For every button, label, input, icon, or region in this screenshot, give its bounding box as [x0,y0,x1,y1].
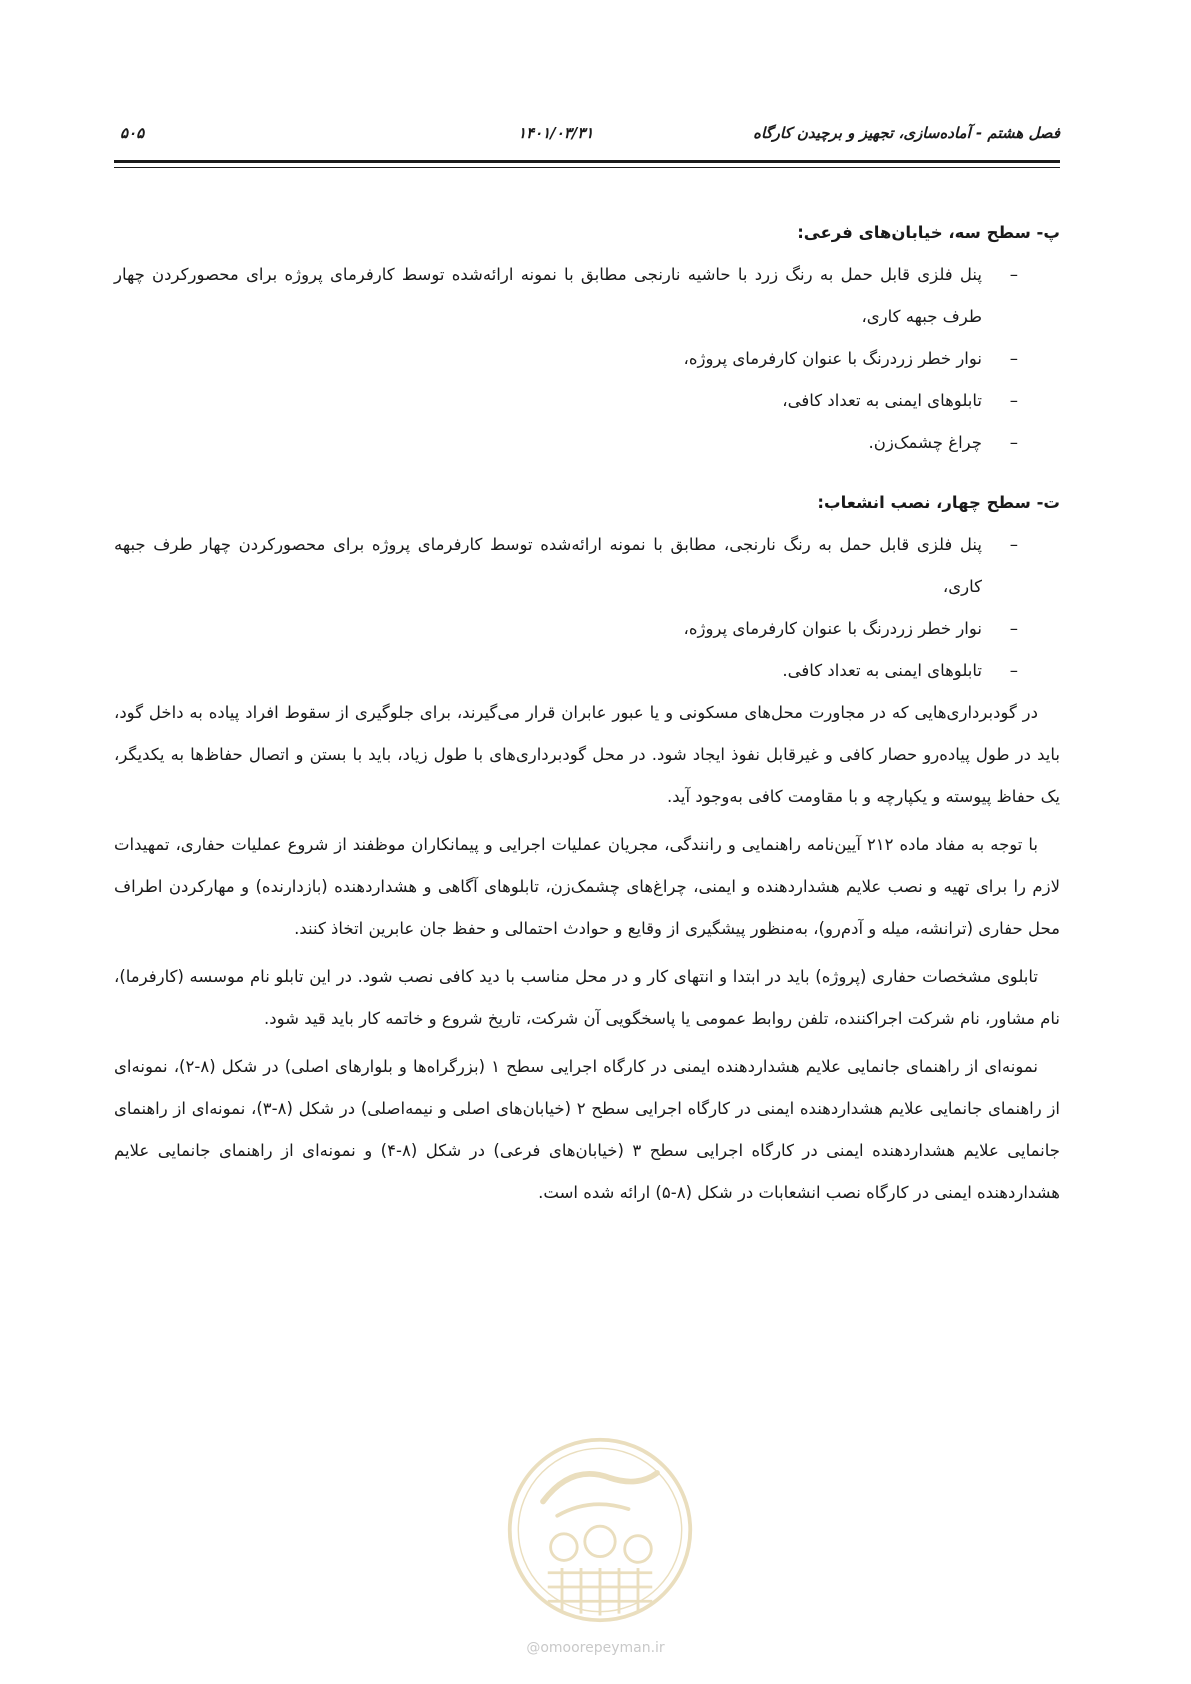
header-rule-thin [114,167,1060,168]
page-header [114,124,1060,148]
chapter-title: فصل هشتم - آماده‌سازی، تجهیز و برچیدن کارگاه [753,124,1060,142]
list-item: – چراغ چشمک‌زن. [114,422,1060,464]
section-title-level-4: ت- سطح چهار، نصب انشعاب: [817,493,1060,512]
list-item: – نوار خطر زردرنگ با عنوان کارفرمای پروژه، [114,338,1060,380]
page-number: ۵۰۵ [120,124,145,142]
paragraph-project-sign: تابلوی مشخصات حفاری (پروژه) باید در ابتدا و انتهای کار و در محل مناسب با دید کافی نصب شود. در این تابلو نام موسسه (کارفرما)، نام مشاور، نام شرکت اجراکننده، تلفن روابط عمومی یا پاسخگویی آن شرکت، تاریخ شروع و خاتمه کار باید قید شود. [114,967,1060,1028]
list-item: – پنل فلزی قابل حمل به رنگ نارنجی، مطابق با نمونه ارائه‌شده توسط کارفرمای پروژه برای محصورکردن چهار طرف جبهه کاری، [114,524,1060,608]
paragraph-figure-references: نمونه‌ای از راهنمای جانمایی علایم هشداردهنده ایمنی در کارگاه اجرایی سطح ۱ (بزرگراه‌ها و بلوارهای اصلی) در شکل (۸-۲)، نمونه‌ای از راهنمای جانمایی علایم هشداردهنده ایمنی در کارگاه اجرایی سطح ۲ (خیابان‌های اصلی و نیمه‌اصلی) در شکل (۸-۳)، نمونه‌ای از راهنمای جانمایی علایم هشداردهنده ایمنی در کارگاه اجرایی سطح ۳ (خیابان‌های فرعی) در شکل (۸-۴) و نمونه‌ای از راهنمای جانمایی علایم هشداردهنده ایمنی در کارگاه نصب انشعابات در شکل (۸-۵) ارائه شده است. [114,1057,1061,1202]
watermark-logo [505,1435,695,1625]
page-body [114,212,1060,1214]
paragraph-excavation-fence: در گودبرداری‌هایی که در مجاورت محل‌های مسکونی و یا عبور عابران قرار می‌گیرند، برای جلوگیری از سقوط افراد پیاده به داخل گود، باید در طول پیاده‌رو حصار کافی و غیرقابل نفوذ ایجاد شود. در محل گودبرداری‌های با طول زیاد، باید با بستن و اتصال حفاظ‌ها به یکدیگر، یک حفاظ پیوسته و یکپارچه و با مقاومت کافی به‌وجود آید. [114,703,1060,806]
list-item: – تابلوهای ایمنی به تعداد کافی، [114,380,1060,422]
watermark-url: @omoorepeyman.ir [526,1640,665,1656]
header-date: ۱۴۰۱/۰۳/۳۱ [518,124,594,142]
header-rule-thick [114,160,1060,163]
list-item: – نوار خطر زردرنگ با عنوان کارفرمای پروژه، [114,608,1060,650]
list-item: – پنل فلزی قابل حمل به رنگ زرد با حاشیه نارنجی مطابق با نمونه ارائه‌شده توسط کارفرمای پروژه برای محصورکردن چهار طرف جبهه کاری، [114,254,1060,338]
section-title-level-3: پ- سطح سه، خیابان‌های فرعی: [797,223,1060,242]
list-item: – تابلوهای ایمنی به تعداد کافی. [114,650,1060,692]
level-3-list [114,254,1060,464]
level-4-list [114,524,1060,692]
paragraph-article-212: با توجه به مفاد ماده ۲۱۲ آیین‌نامه راهنمایی و رانندگی، مجریان عملیات اجرایی و پیمانکاران موظفند از شروع عملیات حفاری، تمهیدات لازم را برای تهیه و نصب علایم هشداردهنده و ایمنی، چراغ‌های چشمک‌زن، تابلوهای آگاهی و هشداردهنده (بازدارنده) و مهارکردن اطراف محل حفاری (ترانشه، میله و آدم‌رو)، به‌منظور پیشگیری از وقایع و حوادث احتمالی و حفظ جان عابرین اتخاذ کنند. [114,835,1060,938]
